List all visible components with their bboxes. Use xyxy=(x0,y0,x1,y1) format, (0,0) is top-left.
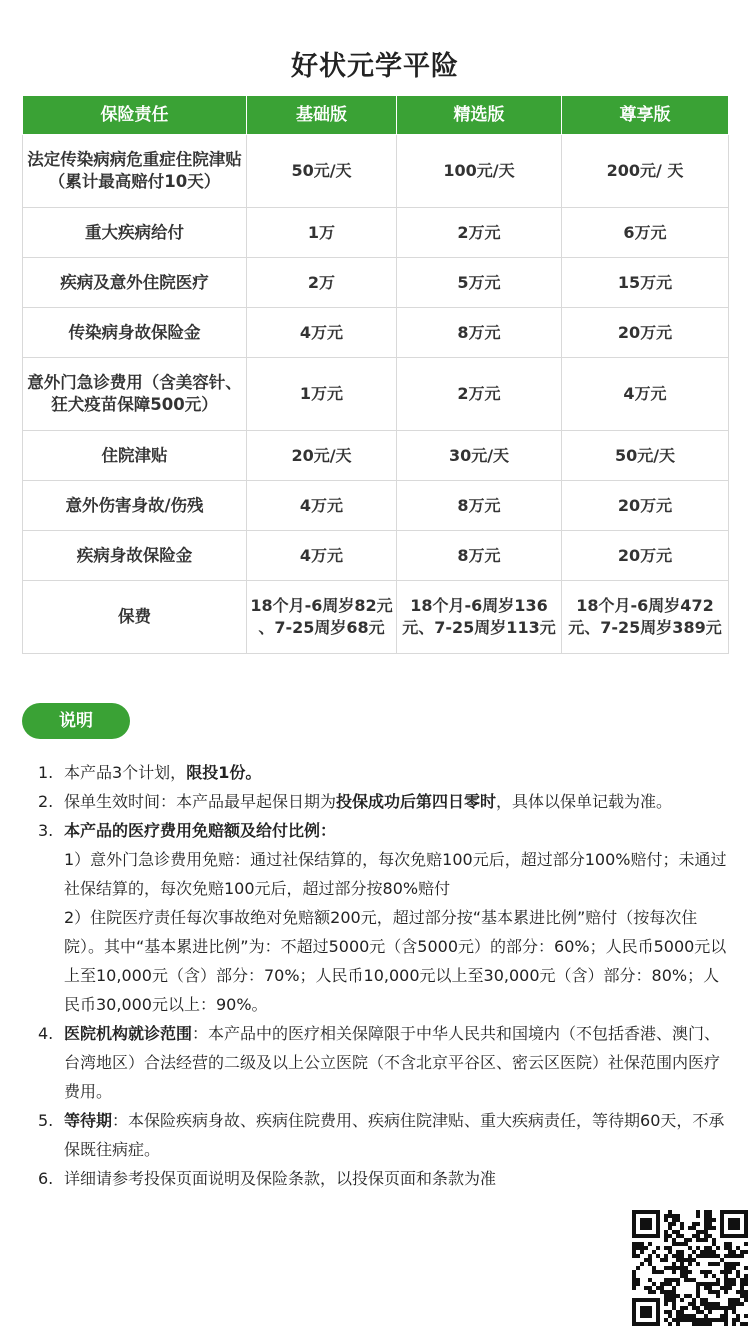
note-item xyxy=(38,758,728,787)
note-item xyxy=(38,1164,728,1193)
notes-list xyxy=(38,758,728,1193)
select-value: 18个月-6周岁136元、7-25周岁113元 xyxy=(397,581,562,654)
note-emphasis: 本产品的医疗费用免赔额及给付比例： xyxy=(64,821,337,840)
premium-value: 4万元 xyxy=(562,358,729,431)
coverage-name: 住院津贴 xyxy=(23,431,247,481)
note-number: 6. xyxy=(38,1169,54,1188)
note-number: 5. xyxy=(38,1111,54,1130)
note-text: ：本产品中的医疗相关保障限于中华人民共和国境内（不包括香港、澳门、台湾地区）合法经营的二级及以上公立医院（不含北京平谷区、密云区医院）社保范围内医疗费用。 xyxy=(64,1024,721,1101)
note-number: 4. xyxy=(38,1024,54,1043)
select-value: 100元/天 xyxy=(397,135,562,208)
note-text: ，具体以保单记载为准。 xyxy=(496,792,673,811)
basic-value: 2万 xyxy=(247,258,397,308)
table-header-row xyxy=(23,96,729,135)
select-value: 30元/天 xyxy=(397,431,562,481)
note-emphasis: 等待期 xyxy=(64,1111,113,1130)
table-row xyxy=(23,481,729,531)
select-value: 8万元 xyxy=(397,481,562,531)
coverage-name: 重大疾病给付 xyxy=(23,208,247,258)
premium-value: 200元/ 天 xyxy=(562,135,729,208)
coverage-name: 疾病及意外住院医疗 xyxy=(23,258,247,308)
note-item xyxy=(38,816,728,1019)
coverage-name: 保费 xyxy=(23,581,247,654)
header-premium: 尊享版 xyxy=(562,96,729,135)
premium-value: 20万元 xyxy=(562,308,729,358)
select-value: 2万元 xyxy=(397,358,562,431)
qr-code-icon xyxy=(632,1210,748,1326)
note-text: ：本保险疾病身故、疾病住院费用、疾病住院津贴、重大疾病责任，等待期60天，不承保既往病症。 xyxy=(64,1111,725,1159)
table-row xyxy=(23,208,729,258)
basic-value: 4万元 xyxy=(247,531,397,581)
premium-value: 6万元 xyxy=(562,208,729,258)
coverage-name: 意外门急诊费用（含美容针、狂犬疫苗保障500元） xyxy=(23,358,247,431)
table-row xyxy=(23,431,729,481)
header-basic: 基础版 xyxy=(247,96,397,135)
basic-value: 4万元 xyxy=(247,481,397,531)
basic-value: 50元/天 xyxy=(247,135,397,208)
premium-value: 18个月-6周岁472元、7-25周岁389元 xyxy=(562,581,729,654)
note-emphasis: 限投1份。 xyxy=(186,763,262,782)
select-value: 8万元 xyxy=(397,531,562,581)
note-text: 详细请参考投保页面说明及保险条款，以投保页面和条款为准 xyxy=(64,1169,497,1188)
note-text: 本产品3个计划， xyxy=(64,763,187,782)
note-item xyxy=(38,787,728,816)
note-item xyxy=(38,1106,728,1164)
select-value: 8万元 xyxy=(397,308,562,358)
table-row xyxy=(23,135,729,208)
select-value: 5万元 xyxy=(397,258,562,308)
premium-value: 20万元 xyxy=(562,531,729,581)
header-select: 精选版 xyxy=(397,96,562,135)
note-text: 保单生效时间：本产品最早起保日期为 xyxy=(64,792,337,811)
note-number: 2. xyxy=(38,792,54,811)
basic-value: 1万元 xyxy=(247,358,397,431)
coverage-name: 意外伤害身故/伤残 xyxy=(23,481,247,531)
table-row xyxy=(23,531,729,581)
note-item xyxy=(38,1019,728,1106)
premium-value: 20万元 xyxy=(562,481,729,531)
basic-value: 4万元 xyxy=(247,308,397,358)
note-emphasis: 医院机构就诊范围 xyxy=(64,1024,193,1043)
premium-value: 15万元 xyxy=(562,258,729,308)
note-subitem: 1）意外门急诊费用免赔：通过社保结算的，每次免赔100元后，超过部分100%赔付；未通过社保结算的，每次免赔100元后，超过部分按80%赔付 xyxy=(64,850,727,898)
notes-badge: 说明 xyxy=(22,703,130,739)
benefits-table xyxy=(22,95,729,654)
note-emphasis: 投保成功后第四日零时 xyxy=(336,792,497,811)
note-subitem: 2）住院医疗责任每次事故绝对免赔额200元，超过部分按“基本累进比例”赔付（按每次住院）。其中“基本累进比例”为：不超过5000元（含5000元）的部分：60%；人民币5000元以上至10,000元（含）部分：70%；人民币10,000元以上至30,000元（含）部分：80%；人民币30,000元以上：90%。 xyxy=(64,908,727,1014)
page-title: 好状元学平险 xyxy=(291,51,459,82)
basic-value: 18个月-6周岁82元 、7-25周岁68元 xyxy=(247,581,397,654)
select-value: 2万元 xyxy=(397,208,562,258)
table-row xyxy=(23,258,729,308)
basic-value: 1万 xyxy=(247,208,397,258)
table-row xyxy=(23,581,729,654)
note-number: 1. xyxy=(38,763,54,782)
header-coverage: 保险责任 xyxy=(23,96,247,135)
basic-value: 20元/天 xyxy=(247,431,397,481)
table-row xyxy=(23,358,729,431)
table-row xyxy=(23,308,729,358)
coverage-name: 疾病身故保险金 xyxy=(23,531,247,581)
coverage-name: 法定传染病病危重症住院津贴（累计最高赔付10天） xyxy=(23,135,247,208)
premium-value: 50元/天 xyxy=(562,431,729,481)
note-number: 3. xyxy=(38,821,54,840)
coverage-name: 传染病身故保险金 xyxy=(23,308,247,358)
